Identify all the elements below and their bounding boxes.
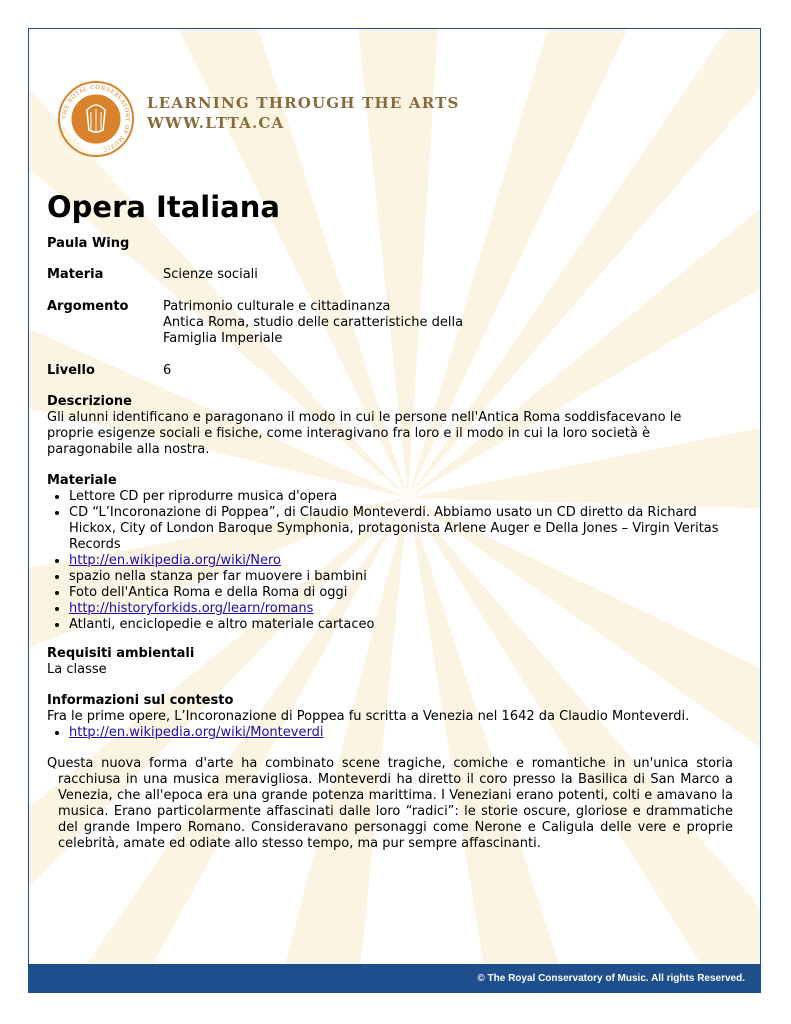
list-item [69, 601, 727, 617]
brand-title: LEARNING THROUGH THE ARTS [147, 94, 460, 112]
logo-year-left: 18 [71, 115, 79, 122]
list-item [69, 553, 727, 569]
list-item [69, 725, 727, 741]
livello-label: Livello [47, 363, 95, 378]
requisiti-text: La classe [47, 662, 107, 677]
historyforkids-link[interactable]: http://historyforkids.org/learn/romans [69, 601, 314, 616]
contesto-paragraph: Questa nuova forma d'arte ha combinato scene tragiche, comiche e romantiche in un'unica storia racchiusa in una musica meravigliosa. Monteverdi ha diretto il coro presso la Basilica di San Marco a Venezia, che all'epoca era una grande potenza marittima. I Veneziani erano potenti, colti e amavano la musica. Erano particolarmente affascinati dalle loro “radici”: le storie oscure, gloriose e drammatiche del grande Impero Romano. Consideravano personaggi come Nerone e Caligula delle vere e proprie celebrità, amate ed odiate allo stesso tempo, ma pur sempre affascinanti. [47, 756, 733, 851]
contesto-text: Fra le prime opere, L’Incoronazione di Poppea fu scritta a Venezia nel 1642 da Claudio Monteverdi. [47, 709, 690, 724]
contesto-title: Informazioni sul contesto [47, 693, 234, 708]
argomento-line-3: Famiglia Imperiale [163, 331, 283, 346]
nero-link[interactable]: http://en.wikipedia.org/wiki/Nero [69, 553, 281, 568]
materiale-list [47, 489, 727, 633]
materia-label: Materia [47, 267, 104, 282]
list-item: • CD “L’Incoronazione di Poppea”, di Claudio Monteverdi. Abbiamo usato un CD diretto da Richard Hickox, City of London Baroque Symphonia, protagonista Arlene Auger e Della Jones – Virgin Veritas Records [69, 505, 727, 553]
logo-year-right: 86 [113, 115, 121, 122]
list-item: • Foto dell'Antica Roma e della Roma di oggi [69, 585, 727, 601]
list-item: • Atlanti, enciclopedie e altro materiale cartaceo [69, 617, 727, 633]
page-frame [28, 28, 761, 991]
page-title: Opera Italiana [47, 190, 280, 224]
brand-block [147, 93, 460, 133]
list-item: • Lettore CD per riprodurre musica d'opera [69, 489, 727, 505]
argomento-line-2: Antica Roma, studio delle caratteristiche della [163, 315, 464, 330]
materiale-section [47, 473, 727, 633]
materiale-title: Materiale [47, 473, 117, 488]
argomento-label: Argomento [47, 299, 129, 314]
copyright-text: © The Royal Conservatory of Music. All rights Reserved. [477, 973, 745, 984]
requisiti-section [47, 646, 727, 678]
contesto-section [47, 693, 727, 741]
logo-ring-text: THE ROYAL CONSERVATORY OF MUSIC [61, 84, 131, 153]
descrizione-text: Gli alunni identificano e paragonano il modo in cui le persone nell'Antica Roma soddisfacevano le proprie esigenze sociali e fisiche, come interagivano fra loro e il modo in cui la loro società è paragonabile alla nostra. [47, 410, 682, 457]
contesto-list [47, 725, 727, 741]
materia-value: Scienze sociali [163, 267, 258, 282]
rcm-logo [57, 80, 135, 158]
list-item: • spazio nella stanza per far muovere i bambini [69, 569, 727, 585]
author-name: Paula Wing [47, 236, 130, 251]
descrizione-title: Descrizione [47, 394, 132, 409]
monteverdi-link[interactable]: http://en.wikipedia.org/wiki/Monteverdi [69, 725, 324, 740]
requisiti-title: Requisiti ambientali [47, 646, 195, 661]
argomento-line-1: Patrimonio culturale e cittadinanza [163, 299, 391, 314]
brand-url[interactable]: WWW.LTTA.CA [147, 114, 285, 132]
descrizione-section [47, 394, 727, 458]
livello-value: 6 [163, 363, 172, 378]
